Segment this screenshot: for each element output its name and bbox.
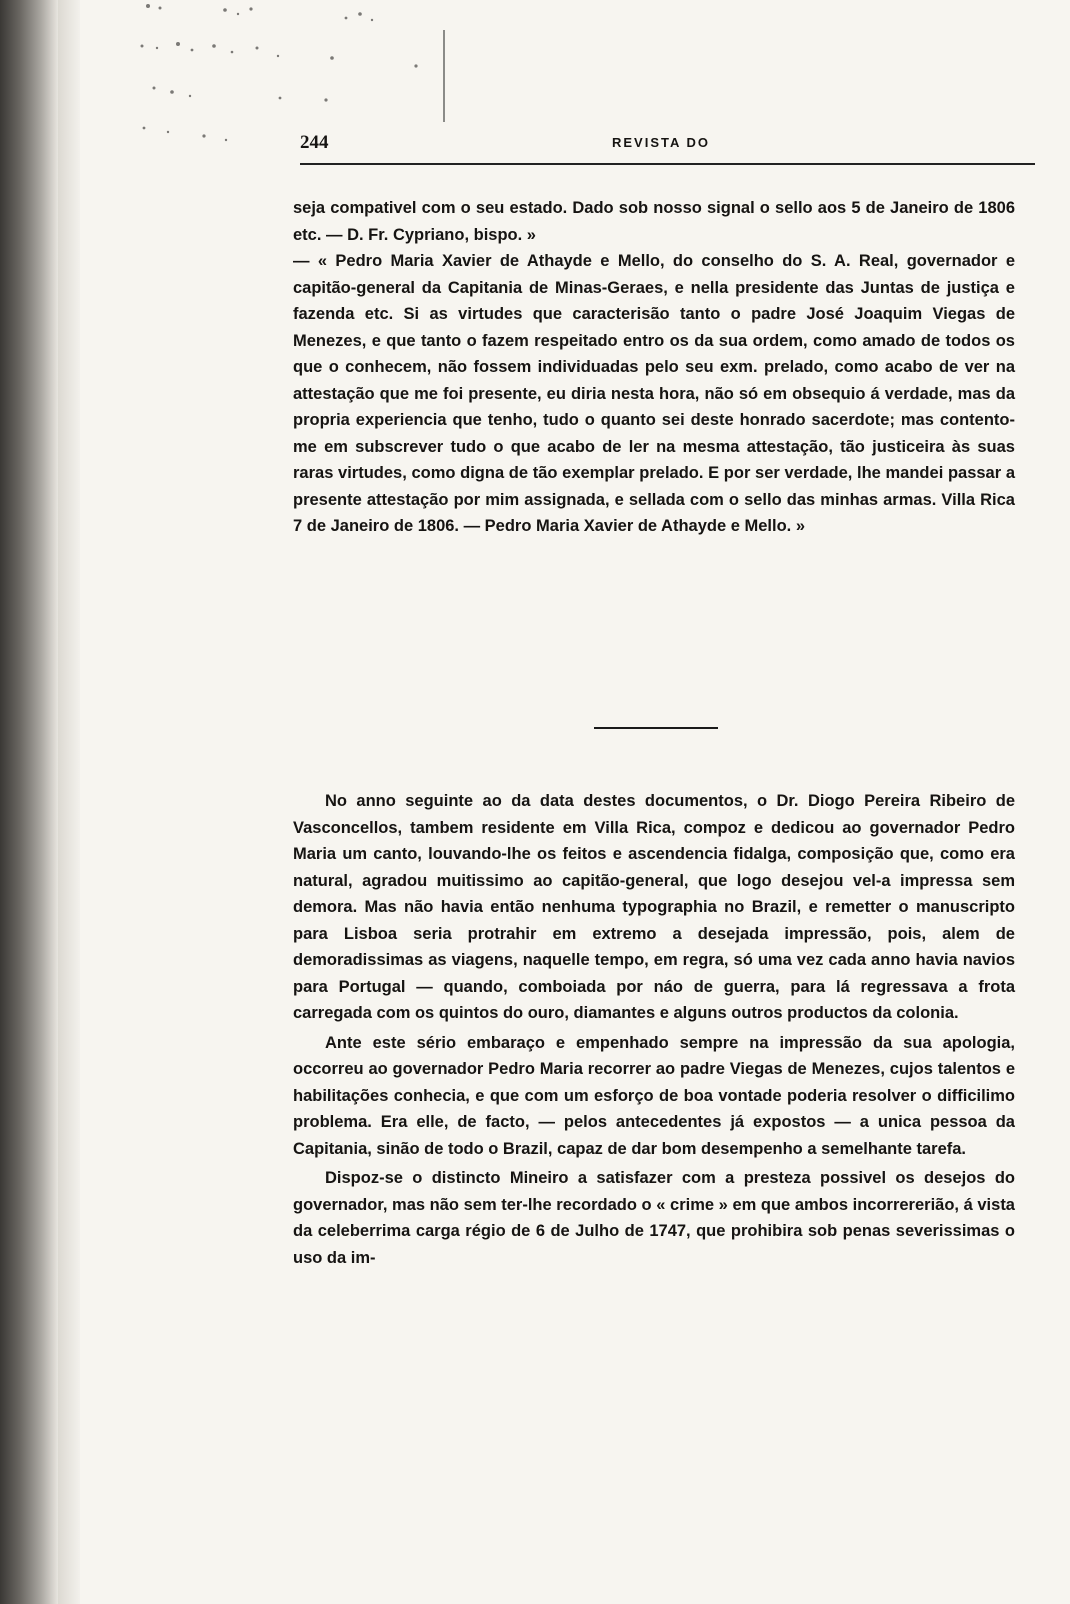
ink-specks-decoration	[120, 0, 460, 150]
paragraph-1: No anno seguinte ao da data destes documentos, o Dr. Diogo Pereira Ribeiro de Vasconcellos, tambem residente em Villa Rica, compoz e dedicou ao governador Pedro Maria um canto, louvando-lhe os feitos e ascendencia fidalga, composição que, como era natural, agradou muitissimo ao capitão-general, que logo desejou vel-a impressa sem demora. Mas não havia então nenhuma typographia no Brazil, e remetter o manuscripto para Lisboa seria protrahir em extremo a desejada impressão, pois, alem de demoradissimas as viagens, naquelle tempo, em regra, só uma vez cada anno havia navios para Portugal — quando, comboiada por náo de guerra, para lá regressava a frota carregada com os quintos do ouro, diamantes e alguns outros productos da colonia.	[293, 792, 1015, 1022]
paragraph-continuation: seja compativel com o seu estado. Dado sob nosso signal o sello aos 5 de Janeiro de 1806 etc. — D. Fr. Cypriano, bispo. »	[293, 199, 1015, 244]
running-header	[300, 132, 1035, 158]
margin-mark	[443, 30, 445, 122]
page-number: 244	[300, 132, 329, 153]
top-text-block	[293, 195, 1015, 540]
section-divider	[594, 727, 718, 729]
bottom-text-block	[293, 788, 1015, 1271]
header-rule	[300, 163, 1035, 168]
running-title: REVISTA DO	[612, 135, 711, 150]
page-gutter	[58, 0, 80, 1604]
paragraph-attestation: — « Pedro Maria Xavier de Athayde e Mello, do conselho do S. A. Real, governador e capitão-general da Capitania de Minas-Geraes, e nella presidente das Juntas de justiça e fazenda etc. Si as virtudes que caracterisão tanto o padre José Joaquim Viegas de Menezes, e que tanto o fazem respeitado entro os da sua ordem, como amado de todos os que o conhecem, não fossem individuadas pelo seu exm. prelado, como acabo de ver na attestação que me foi presente, eu diria nesta hora, não só em obsequio á verdade, mas da propria experiencia que tenho, tudo o quanto sei deste honrado sacerdote; mas contento-me em subscrever tudo o que acabo de ler na mesma attestação, tão justiceira às suas raras virtudes, como digna de tão exemplar prelado. E por ser verdade, lhe mandei passar a presente attestação por mim assignada, e sellada com o sello das minhas armas. Villa Rica 7 de Janeiro de 1806. — Pedro Maria Xavier de Athayde e Mello. »	[293, 252, 1015, 535]
paragraph-3: Dispoz-se o distincto Mineiro a satisfazer com a presteza possivel os desejos do governador, mas não sem ter-lhe recordado o « crime » em que ambos incorrererião, á vista da celeberrima carga régio de 6 de Julho de 1747, que prohibira sob penas severissimas o uso da im-	[293, 1169, 1015, 1267]
paragraph-2: Ante este sério embaraço e empenhado sempre na impressão da sua apologia, occorreu ao governador Pedro Maria recorrer ao padre Viegas de Menezes, cujos talentos e habilitações conhecia, e que com um esforço de boa vontade poderia resolver o difficilimo problema. Era elle, de facto, — pelos antecedentes já expostos — a unica pessoa da Capitania, sinão de todo o Brazil, capaz de dar bom desempenho a semelhante tarefa.	[293, 1033, 1015, 1158]
page-binding-shadow	[0, 0, 58, 1604]
